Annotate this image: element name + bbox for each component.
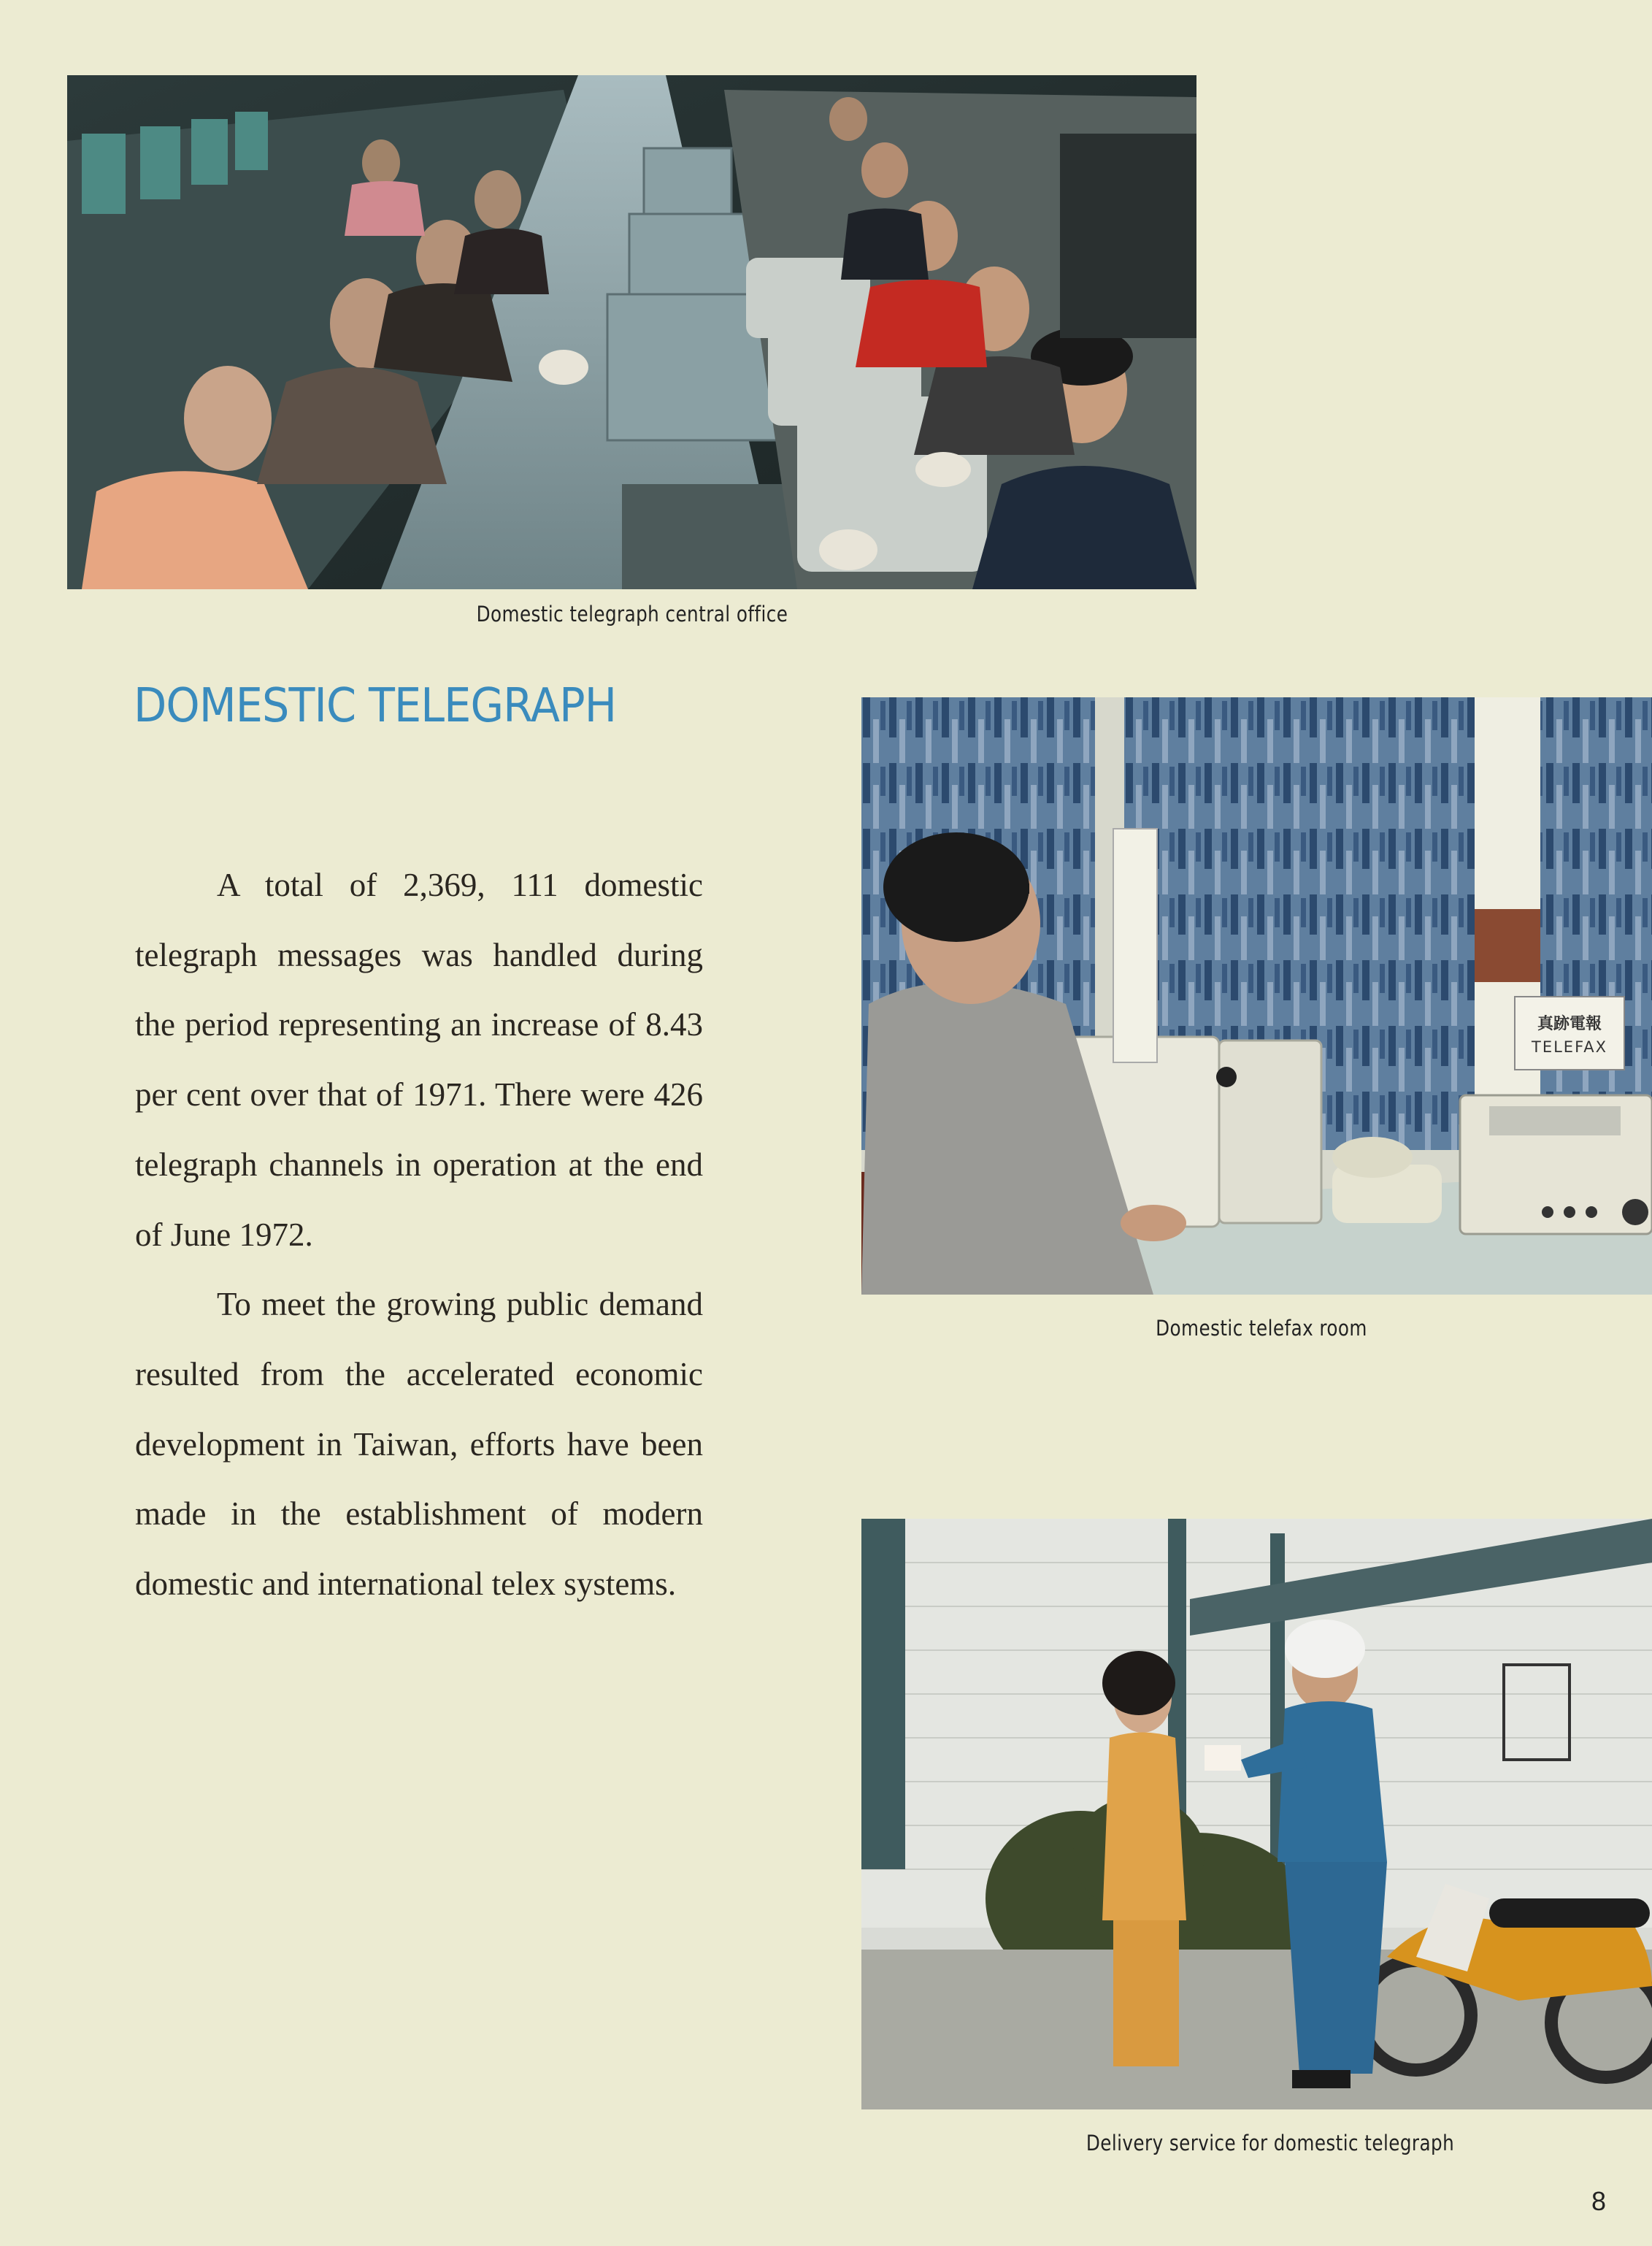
caption-telefax-room: Domestic telefax room [1156, 1316, 1367, 1341]
caption-central-office: Domestic telegraph central office [476, 602, 788, 626]
body-text [135, 851, 703, 1620]
section-title: DOMESTIC TELEGRAPH [134, 679, 617, 733]
caption-delivery-service: Delivery service for domestic telegraph [1086, 2131, 1455, 2155]
telefax-sign-chinese: 真跡電報 [1537, 1015, 1602, 1033]
telefax-sign-english: TELEFAX [1532, 1038, 1607, 1056]
photo-delivery-service [861, 1519, 1652, 2109]
photo-telefax-room [861, 697, 1652, 1295]
paragraph-2: To meet the growing public demand resulted from the accelerated economic development in Taiwan, efforts have been made in the establishment of modern domestic and international telex systems. [135, 1286, 703, 1603]
photo-telegraph-central-office [67, 75, 1196, 589]
page-number: 8 [1591, 2186, 1607, 2216]
paragraph-1: A total of 2,369, 111 domestic telegraph messages was handled during the period representing an increase of 8.43 per cent over that of 1971. There were 426 telegraph channels in operation at the end of June 1972. [135, 867, 703, 1253]
telefax-sign [1515, 997, 1624, 1070]
